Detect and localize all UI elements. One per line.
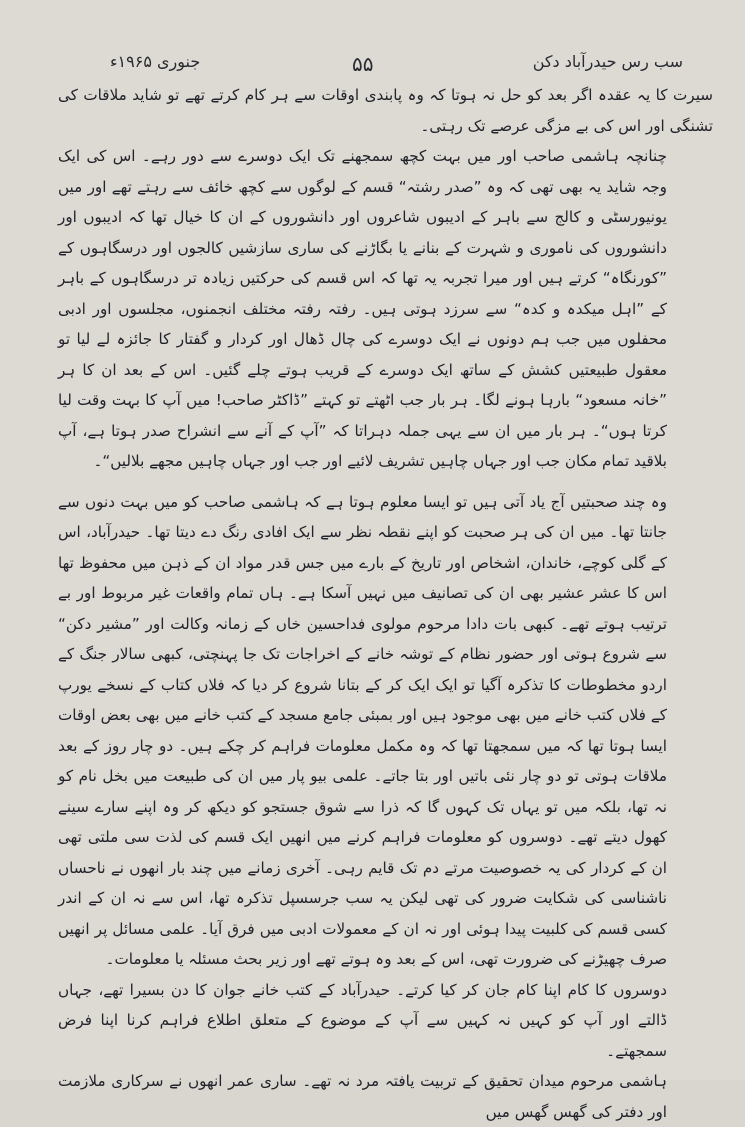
paragraph: ہاشمی مرحوم میدان تحقیق کے تربیت یافتہ مرد نہ تھے۔ ساری عمر انھوں نے سرکاری ملازمت اور دفتر کی گھس گھس میں xyxy=(58,1072,667,1121)
article-body xyxy=(58,80,713,1121)
paragraph: سیرت کا یہ عقدہ اگر بعد کو حل نہ ہوتا کہ وہ پابندی اوقات سے ہر کام کرتے تھے تو شاید ملاقات کی تشنگی اور اس کی بے مزگی عرصے تک رہتی۔ xyxy=(58,86,713,135)
paragraph: وہ چند صحبتیں آج یاد آتی ہیں تو ایسا معلوم ہوتا ہے کہ ہاشمی صاحب کو میں بہت دنوں سے جانتا تھا۔ میں ان کی ہر صحبت کو اپنے نقطہ نظر سے ایک افادی رنگ دے دیتا تھا۔ حیدرآباد، اس کے گلی کوچے، خاندان، اشخاص اور تاریخ کے بارے میں جس قدر مواد ان کے ذہن میں محفوظ تھا اس کا عشر عشیر بھی ان کی تصانیف میں نہیں آسکا ہے۔ ہاں تمام واقعات غیر مربوط اور بے ترتیب ہوتے تھے۔ کبھی بات دادا مرحوم مولوی فداحسین خاں کے زمانہ وکالت اور ”مشیر دکن“ سے شروع ہوتی اور حضور نظام کے توشہ خانے کے اخراجات تک جا پہنچتی، کبھی سالار جنگ کے اردو مخطوطات کا تذکرہ آگیا تو ایک ایک کر کے بتانا شروع کر دیا کہ فلاں کتاب کے نسخے یورپ کے فلاں کتب خانے میں بھی موجود ہیں اور بمبئی جامع مسجد کے کتب خانے میں بھی بعض اوقات ایسا ہوتا تھا کہ میں سمجھتا تھا کہ وہ مکمل معلومات فراہم کر چکے ہیں۔ دو چار روز کے بعد ملاقات ہوتی تو دو چار نئی باتیں اور بتا جاتے۔ علمی بیو پار میں ان کی طبیعت میں بخل نام کو نہ تھا، بلکہ میں تو یہاں تک کہوں گا کہ ذرا سے شوق جستجو کو دیکھ کر وہ اپنے سارے سینے کھول دیتے تھے۔ دوسروں کو معلومات فراہم کرنے میں انھیں ایک قسم کی لذت سی ملتی تھی ان کے کردار کی یہ خصوصیت مرتے دم تک قایم رہی۔ آخری زمانے میں چند بار انھوں نے ناحساں ناشناسی کی شکایت ضرور کی تھی لیکن یہ سب جرسسپل تذکرہ تھا، اس سے نہ ان کے اندر کسی قسم کی کلبیت پیدا ہوئی اور نہ ان کے معمولات ادبی میں فرق آیا۔ علمی مسائل پر انھیں صرف چھیڑنے کی ضرورت تھی، اس کے بعد وہ ہوتے تھے اور زیر بحث مسئلہ یا معلومات۔ xyxy=(58,492,667,968)
issue-date: جنوری ۱۹۶۵ء xyxy=(110,52,201,71)
journal-name: سب رس حیدرآباد دکن xyxy=(532,52,683,71)
paragraph: چنانچہ ہاشمی صاحب اور میں بہت کچھ سمجھنے تک ایک دوسرے سے دور رہے۔ اس کی ایک وجہ شاید یہ بھی تھی کہ وہ ”صدر رشتہ“ قسم کے لوگوں سے کچھ خائف سے رہتے تھے اور میں یونیورسٹی و کالج سے باہر کے ادیبوں شاعروں اور دانشوروں کے ان کا خیال تھا کہ ادیبوں اور دانشوروں کی ناموری و شہرت کے بنانے یا بگاڑنے کی ساری سازشیں کالجوں اور درسگاہوں کے ”کورنگاہ“ کرتے ہیں اور میرا تجربہ یہ تھا کہ اس قسم کی حرکتیں زیادہ تر درسگاہوں کے باہر کے ”اہل میکدہ و کدہ“ سے سرزد ہوتی ہیں۔ رفتہ رفتہ مختلف انجمنوں، مجلسوں اور ادبی محفلوں میں جب ہم دونوں نے ایک دوسرے کی چال ڈھال اور کردار و گفتار کا جائزہ لے لیا تو معقول طبیعتیں کشش کے ساتھ ایک دوسرے کے قریب ہوتے چلے گئیں۔ اس کے بعد ان کا ہر ”خانہ مسعود“ بارہا ہونے لگا۔ ہر بار جب اٹھتے تو کہتے ”ڈاکٹر صاحب! میں آپ کا بہت وقت لیا کرتا ہوں“۔ ہر بار میں ان سے یہی جملہ دہراتا کہ ”آپ کے آنے سے انشراح صدر ہوتا ہے، آپ بلاقید تمام مکان جب اور جہاں چاہیں تشریف لائیے اور جب اور جہاں چاہیں مجھے بلالیں“۔ xyxy=(58,147,667,470)
paragraph: دوسروں کا کام اپنا کام جان کر کیا کرتے۔ حیدرآباد کے کتب خانے جوان کا دن بسیرا تھے، جہاں ڈالتے اور آپ کو کہیں نہ کہیں سے آپ کے موضوع کے متعلق اطلاع فراہم کرنا اپنا فرض سمجھتے۔ xyxy=(58,980,667,1060)
page-number: ۵۵ xyxy=(352,52,374,76)
